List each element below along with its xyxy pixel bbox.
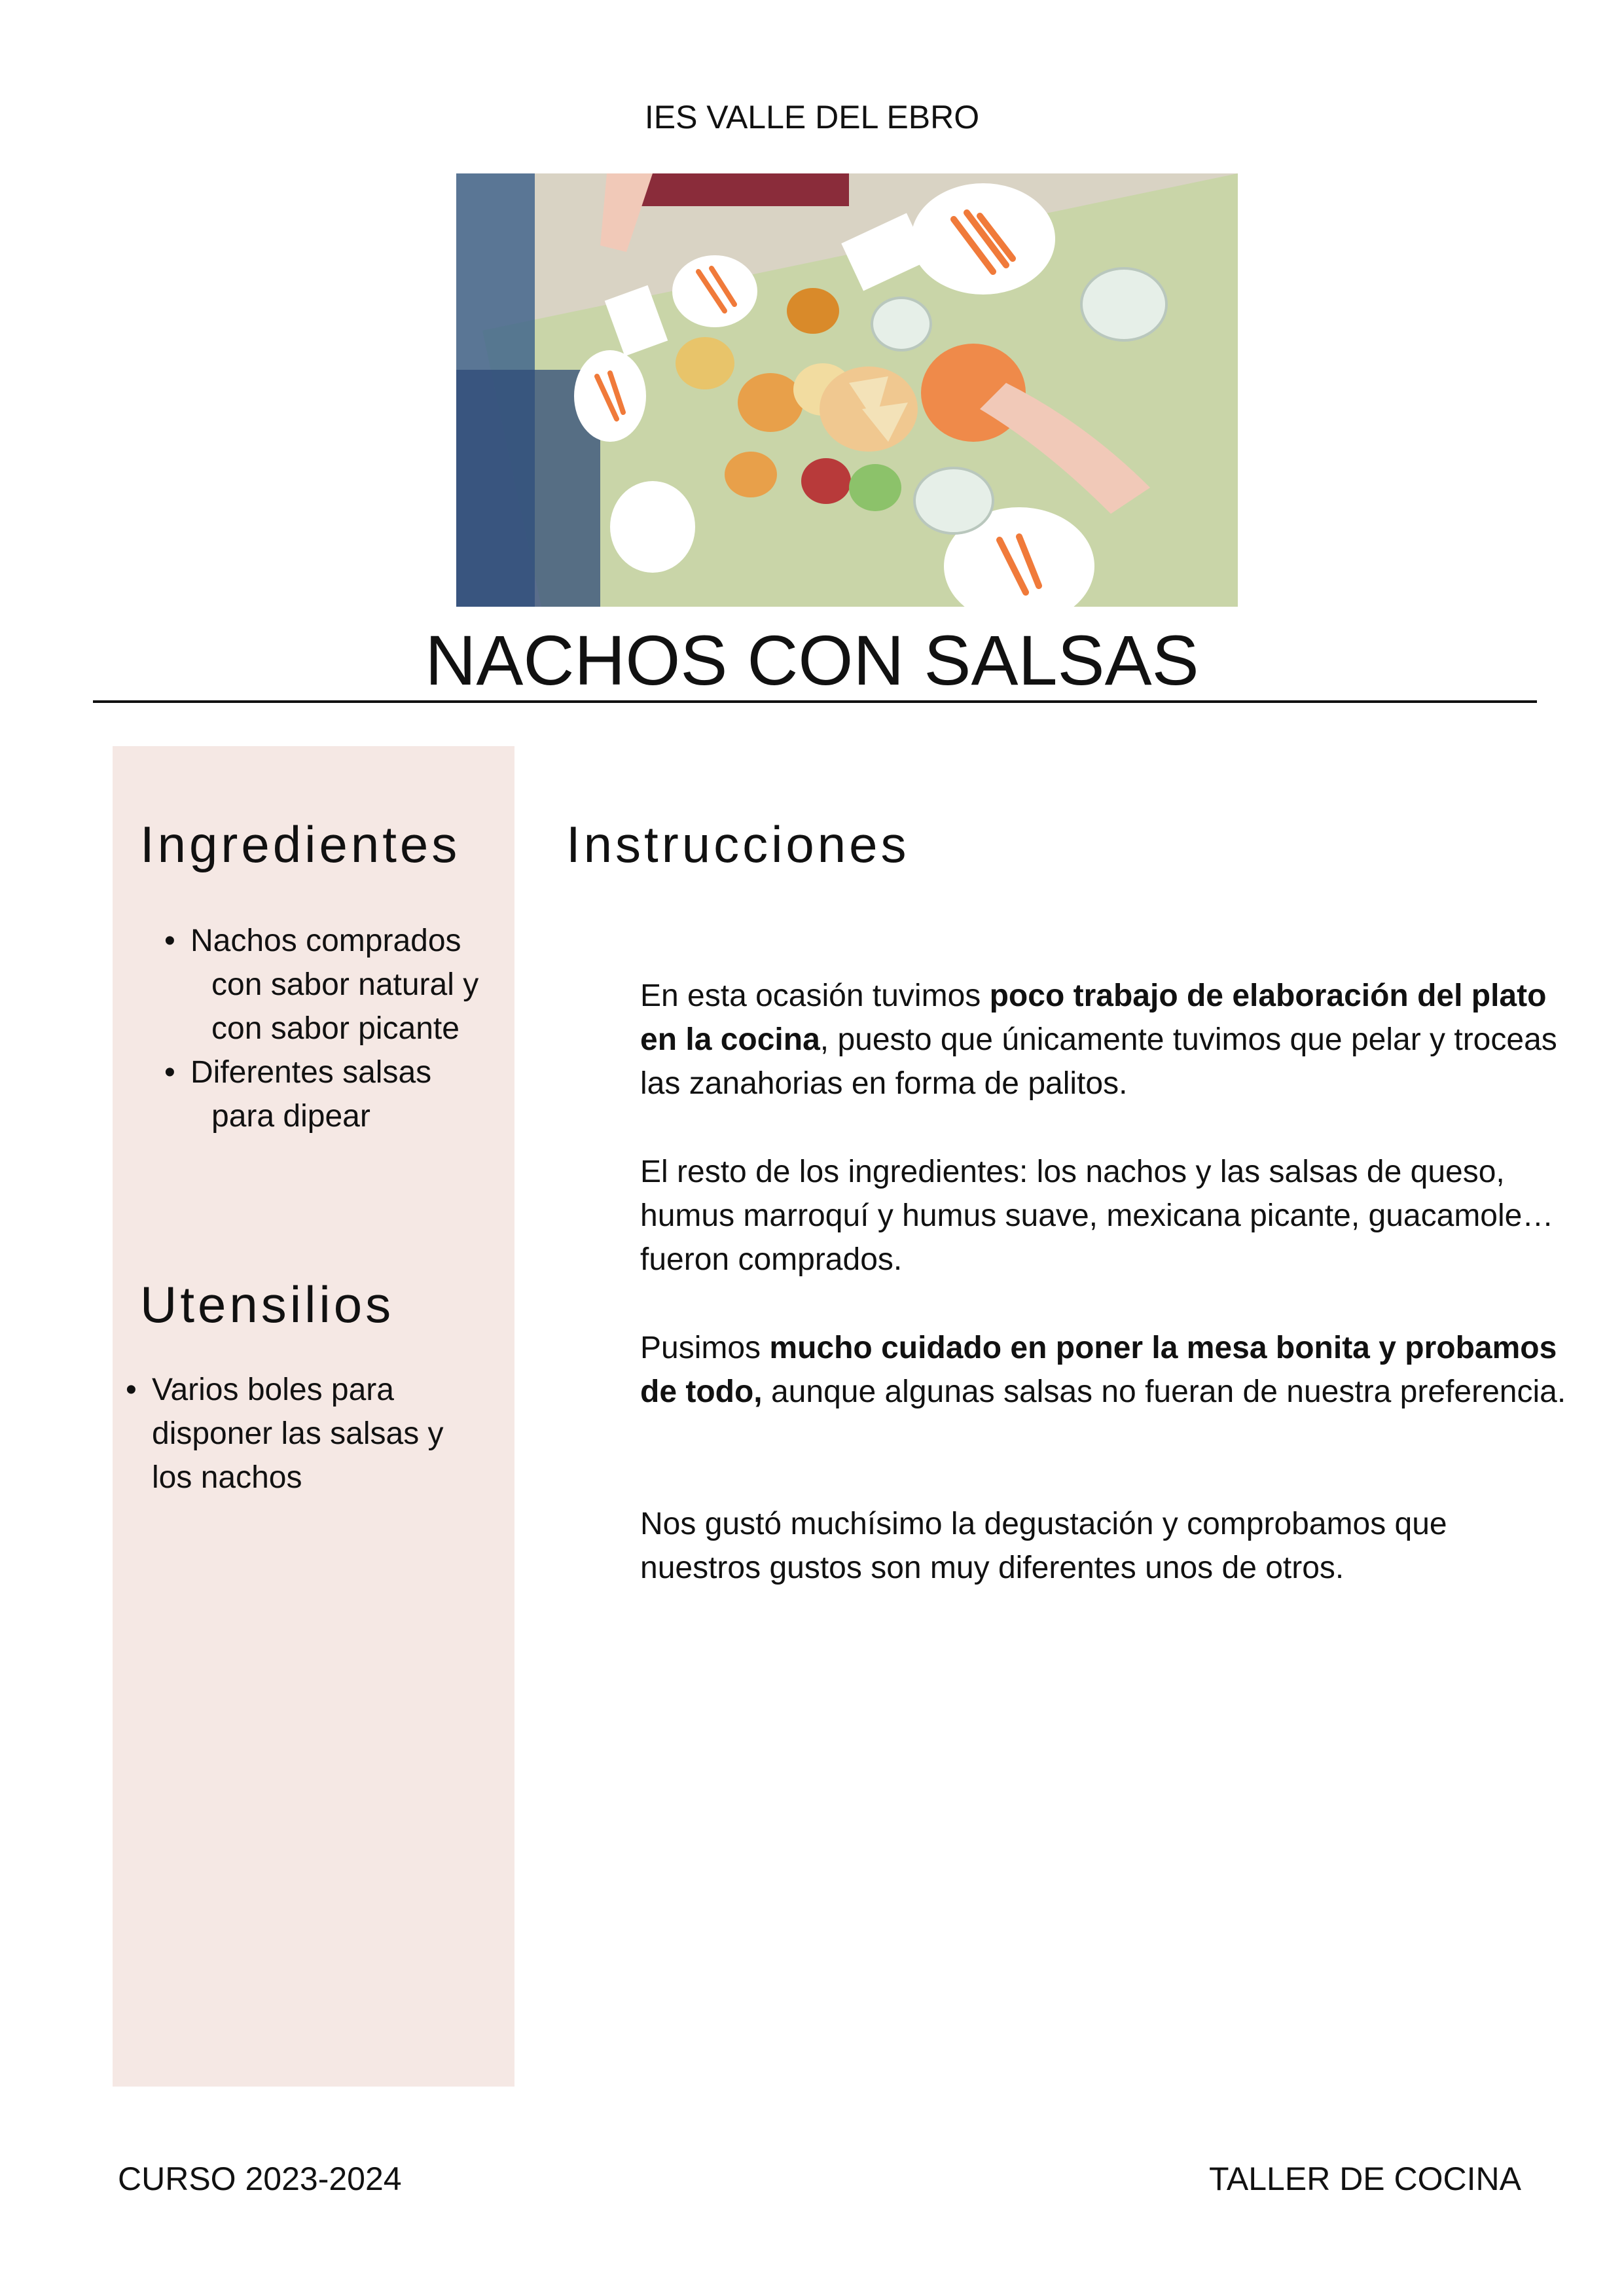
list-item-line: con sabor picante [211,1011,460,1046]
list-item-line: los nachos [152,1460,302,1495]
list-item-line: disponer las salsas y [152,1416,444,1451]
list-item-line: • Diferentes salsas [190,1055,432,1090]
list-item [152,1368,505,1499]
school-name: IES VALLE DEL EBRO [644,99,980,135]
ingredients-list [190,919,518,1138]
photo-nachos-table [456,173,1238,607]
instructions-paragraph-4: Nos gustó muchísimo la degustación y comprobamos que nuestros gustos son muy diferentes unos de otros. [640,1507,1447,1585]
title-underline [93,700,1537,703]
list-item-line: con sabor natural y [211,967,479,1002]
list-item [190,1050,518,1138]
list-item-line: • Nachos comprados [190,924,461,958]
instructions-paragraph-3 [640,1326,1576,1414]
instructions-paragraph-2: El resto de los ingredientes: los nachos y las salsas de queso, humus marroquí y humus suave, mexicana picante, guacamole… fueron comprados. [640,1155,1554,1277]
paragraph-text: En esta ocasión tuvimos [640,978,990,1013]
list-item-line: • Varios boles para [152,1372,394,1407]
footer-course: CURSO 2023-2024 [118,2161,402,2197]
utensils-heading: Utensilios [140,1276,395,1333]
utensils-list [152,1368,505,1499]
paragraph-text: aunque algunas salsas no fueran de nuestra preferencia. [762,1374,1566,1409]
paragraph-text: Pusimos [640,1331,770,1365]
ingredients-heading: Ingredientes [140,816,461,873]
paragraph-text: , puesto que únicamente tuvimos que pelar y troceas las zanahorias en forma de palitos. [640,1022,1557,1101]
instructions-paragraph-1 [640,974,1576,1105]
photo-illustration [456,173,1238,607]
recipe-title: NACHOS CON SALSAS [425,620,1199,700]
paragraph-emphasis: poco trabajo de elaboración del plato en la cocina [640,978,1547,1057]
footer-workshop: TALLER DE COCINA [1209,2161,1521,2197]
instructions-heading: Instrucciones [566,816,910,873]
paragraph-emphasis: mucho cuidado en poner la mesa bonita y probamos de todo, [640,1331,1557,1409]
list-item-line: para dipear [211,1099,370,1134]
list-item [190,919,518,1050]
